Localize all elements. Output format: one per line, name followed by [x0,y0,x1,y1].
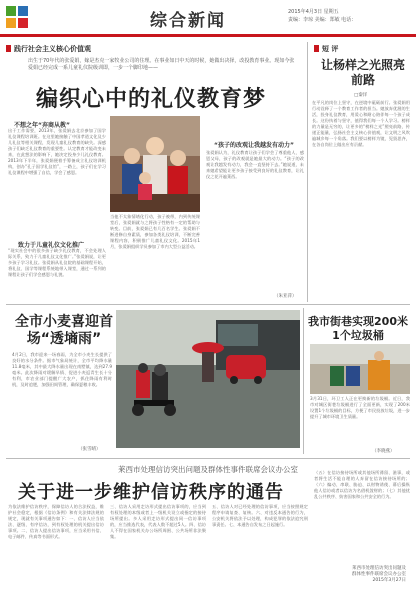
signature-line-2: 群体性事件联席会议办公室 [352,572,406,577]
top-story-photo [110,116,200,212]
kicker-marker-icon [314,45,319,52]
commentary-kicker [314,44,338,54]
commentary-author: □秦洋 [354,93,368,98]
trash-bin-body: 3月31日，环卫工人正在更换新的垃圾桶。近日，我市对城区街巷垃圾桶进行了全面更新，实现了200米设置1个垃圾桶的目标，方便了市民投放垃圾，进一步提升了城市环境卫生质量。 [310,396,410,419]
notice-col-2: 三、信访人采用走访形式提出信访事项的，应当到有权处理的本级或者上一级机关设立或指定的接待场所提出。多人采用走访形式提出同一信访事项的，应当推选代表，代表人数不超过5人。四、信访人不得在国家机关办公场所周围、公共场所非法聚集。 [110,504,206,539]
top-story-col-1: 出于工作需要，2013年，张爱娟去北京参加了国学礼仪课程培训班。在这里她接触了中国孝道文化及少儿礼仪等相关课程，发现儿童礼仪教育的缺失。深感孩子们缺乏礼仪教育的重要性。认定教育才能改变未来，在此想法的影响下，她决定投身少儿礼仪教育。2013年下半年，张爱娟便着手筹备成立礼仪培训机构，创办“孔子国学礼仪馆”，一路上，孩子们在学习礼仪课程中增强了自信，学会了感恩。 [8,128,106,175]
kicker-marker-icon [6,45,11,52]
wheat-rain-headline: 全市小麦喜迎首场“透墒雨” [15,314,113,347]
trash-bin-author: （李晓燕） [372,449,395,454]
commentary-kicker-text: 短 评 [322,45,339,53]
top-story-kicker [6,44,91,54]
trash-bin-headline: 我市街巷实现200米1个垃圾桶 [308,315,408,342]
top-story-author: （朱亚萍） [274,294,297,299]
wheat-rain-body: 4月2日，我市迎来一场春雨，为全市小麦生长提供了良好的水分条件。据市气象局统计，全市平均降水量11.8毫米，其中最大降水量出现在南墅镇，达到27.9毫米。此次降雨对缓解旱情、促进小麦返青生长十分有利，市农业部门提醒广大农户，抓住降雨有利时机，及时追肥，加强田间管理，确保夏粮丰收。 [12,352,112,387]
kicker-text: 践行社会主义核心价值观 [14,45,91,53]
top-story-col-4: 张爱娟认为，礼仪教育让孩子们学会了尊重他人、感恩父母，孩子的改观就是她最大的动力。“孩子的改观让我越发有动力，我会一直坚持下去。”她说道，未来她希望能让更多孩子接受到良好的礼仪教育，让礼仪之花开遍莱西。 [206,150,304,179]
notice-col-4: （五）在信访接待场所或其他场所滞留、滋事，或者将生活不能自理的人弃留在信访接待场所的；（六）煽动、串联、胁迫、以财物诱使、幕后操纵他人信访或者以信访为名借机敛财的；（七）其他扰乱公共秩序、妨害国家和公共安全的行为。 [314,470,410,499]
column-divider [307,42,308,302]
date-info [288,8,356,24]
top-story-sub-1: 不想之年“弃商从教” [14,122,70,129]
logo-icon [6,6,28,28]
signature-date: 2015年3月27日 [372,578,406,583]
top-story-sub-3: “孩子的改观让我越发有动力” [214,142,294,149]
notice-headline: 关于进一步维护信访秩序的通告 [18,482,284,503]
header-divider [0,36,416,37]
top-story-headline: 编织心中的礼仪教育梦 [36,87,267,112]
top-story-col-2: “现实社会中的很多孩子缺少礼仪教育，不会处理人际关系，致力于儿童礼仪文化推广。”张爱娟说，让更多孩子学习礼仪。张爱娟从礼仪院的基础课程开始，将礼仪、国学等课程系统地带入课堂，通过一系列的课程让孩子们学会感恩与礼貌。 [8,248,106,277]
notice-kicker: 莱西市处理信访突出问题及群体性事件联席会议办公室 [118,465,298,474]
section-divider [6,458,410,459]
commentary-headline: 让杨样之光照亮前路 [320,58,405,87]
top-story-sub-2: 致力于儿童礼仪文化推广 [18,242,85,249]
contact-line: 责编：李琼 美编：郑敏 电话： [288,17,357,23]
signature-line-1: 莱西市处理信访突出问题及 [352,566,406,571]
notice-col-1: 为依法维护信访秩序，保障信访人的合法权益，维护社会稳定，根据《信访条例》和有关法律法规的规定，现就有关事项通告如下：一、信访人应当依法、逐级、有序信访，到有权处理的机关提出信访事项。二、信访人提出信访事项，应当采用书信、电子邮件、传真等书面形式。 [8,504,104,539]
section-title: 综合新闻 [150,11,226,31]
column-divider [303,308,304,454]
notice-col-3: 五、信访人对已经处理的信访事项，应当按照规定程序申请复查、复核。六、对违反本通告的行为，公安机关将依法予以处理，构成犯罪的依法追究刑事责任。七、本通告自发布之日起施行。 [212,504,308,527]
wheat-rain-author: （张雪晴） [78,447,101,452]
notice-signature [352,566,406,584]
top-story-col-3: 当他不太象情绪化行动，孩子被带，内到传统课堂后，张爱娟就与之将孩子性格有一定的帮助与转变。目前，张爱娟已有几百名学生。张爱娟不断进修自身素质，参加各类礼仪培训，不断完善课程内容，积极推广儿童礼仪文化。2015年1月，张爱娟组织学员参加了市内大型公益活动。 [110,214,200,249]
date-line: 2015年4月3日 星期五 [288,9,339,15]
top-story-lead: 出生于70年代的张爱娟，嫁是杰克一家牧业公司的住理。在事业如日中天的时候，她做出决择，改投教育事业。现如今张爱娟已经完成一系儿童礼仪院级训即，一步一个脚印地—— [28,58,295,71]
masthead [0,0,416,36]
commentary-body: 在平凡的岗位上坚守，在逆境中砥砺前行。张爱娟用行动诠释了一个教育工作者的担当。她放弃优渥的生活，投身礼仪教育，用爱心和耐心陪伴每一个孩子成长。这份执着与坚守，值得我们每一个人学习。榜样的力量是无穷的，让更多的“榜样之光”照亮前路，传递正能量，弘扬社会主义核心价值观，让文明之风吹遍城乡每一个角落。我们要以榜样为镜，见贤思齐，在各自岗位上做出应有贡献。 [312,100,410,147]
trash-bin-photo [310,344,410,394]
rain-street-photo [116,310,300,448]
section-divider [6,304,410,305]
